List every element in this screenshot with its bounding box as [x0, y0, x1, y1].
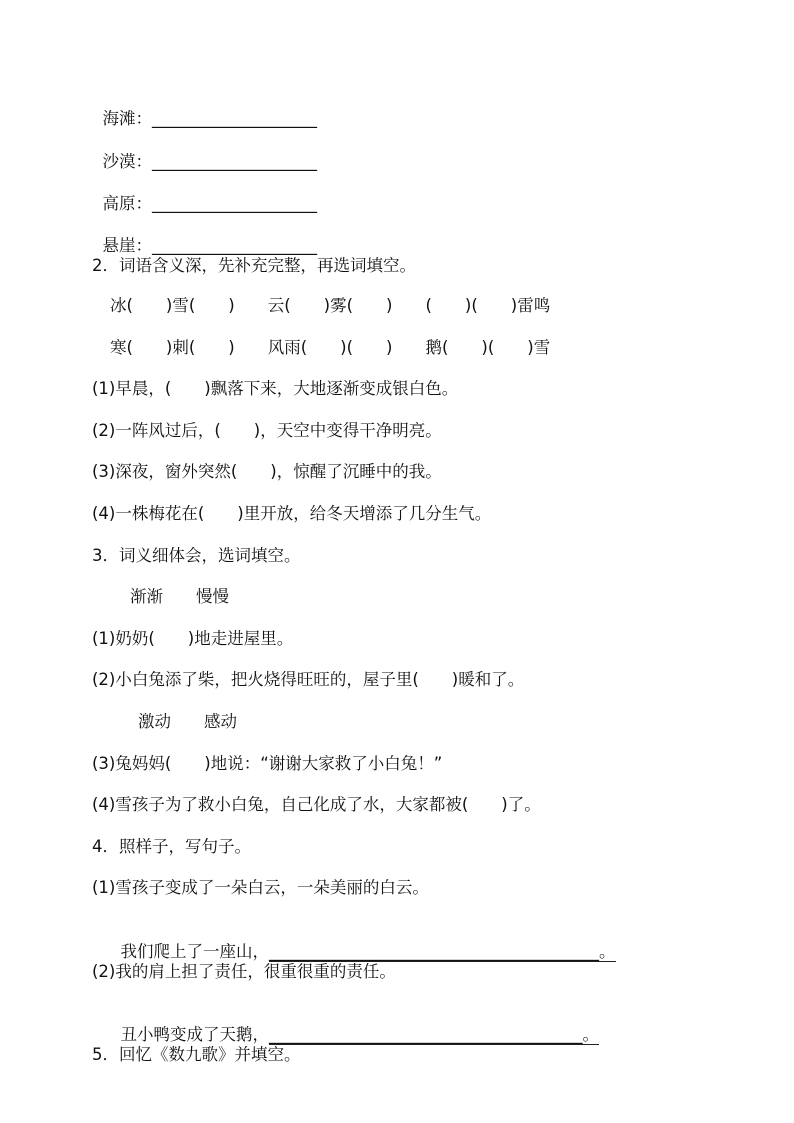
- answer-blank-beach[interactable]: ____________________: [152, 109, 317, 128]
- q4-example-1: (1)雪孩子变成了一朵白云，一朵美丽的白云。: [92, 878, 429, 897]
- question-4-title: 4．照样子，写句子。: [92, 837, 251, 856]
- q2-sentence-2: (2)一阵风过后，( )，天空中变得干净明亮。: [92, 421, 442, 440]
- question-2-title: 2．词语含义深，先补充完整，再选词填空。: [92, 256, 416, 275]
- fill-line-plateau: [92, 171, 317, 215]
- q2-sentence-1: (1)早晨，( )飘落下来，大地逐渐变成银白色。: [92, 379, 459, 398]
- q3-word-choices-1: 渐渐 慢慢: [130, 587, 229, 606]
- answer-blank-cliff[interactable]: ____________________: [152, 236, 317, 255]
- q3-word-choices-2: 激动 感动: [138, 712, 237, 731]
- answer-blank-plateau[interactable]: ____________________: [152, 194, 317, 213]
- q4-answer-line-2: [110, 1002, 599, 1046]
- q3-sentence-3: (3)兔妈妈( )地说：“谢谢大家救了小白兔！”: [92, 754, 443, 773]
- q4-answer-period-2: 。: [582, 1025, 599, 1044]
- q4-answer-blank-1[interactable]: ________________________________________: [269, 942, 599, 961]
- answer-blank-desert[interactable]: ____________________: [152, 152, 317, 171]
- q3-sentence-4: (4)雪孩子为了救小白兔，自己化成了水，大家都被( )了。: [92, 795, 541, 814]
- question-5-title: 5．回忆《数九歌》并填空。: [92, 1045, 301, 1064]
- q2-word-row-1: 冰( )雪( ) 云( )雾( ) ( )( )雷鸣: [110, 296, 551, 315]
- fill-line-beach: [92, 86, 317, 130]
- q4-answer-blank-2[interactable]: ______________________________________: [269, 1025, 583, 1044]
- q3-sentence-2: (2)小白兔添了柴，把火烧得旺旺的，屋子里( )暖和了。: [92, 670, 525, 689]
- q4-example-2: (2)我的肩上担了责任，很重很重的责任。: [92, 962, 396, 981]
- q2-sentence-4: (4)一株梅花在( )里开放，给冬天增添了几分生气。: [92, 504, 492, 523]
- q2-sentence-3: (3)深夜，窗外突然( )，惊醒了沉睡中的我。: [92, 462, 442, 481]
- q2-word-row-2: 寒( )刺( ) 风雨( )( ) 鹅( )( )雪: [110, 338, 551, 357]
- fill-line-desert: [92, 129, 317, 173]
- label-cliff: 悬崖：: [102, 236, 152, 255]
- q4-answer-prefix-2: 丑小鸭变成了天鹅，: [120, 1025, 269, 1044]
- q4-answer-line-1: [110, 919, 616, 963]
- question-3-title: 3．词义细体会，选词填空。: [92, 546, 301, 565]
- label-beach: 海滩：: [102, 109, 152, 128]
- fill-line-cliff: [92, 213, 317, 257]
- q3-sentence-1: (1)奶奶( )地走进屋里。: [92, 629, 294, 648]
- q4-answer-period-1: 。: [599, 942, 616, 961]
- label-plateau: 高原：: [102, 194, 152, 213]
- label-desert: 沙漠：: [102, 152, 152, 171]
- q4-answer-prefix-1: 我们爬上了一座山，: [120, 942, 269, 961]
